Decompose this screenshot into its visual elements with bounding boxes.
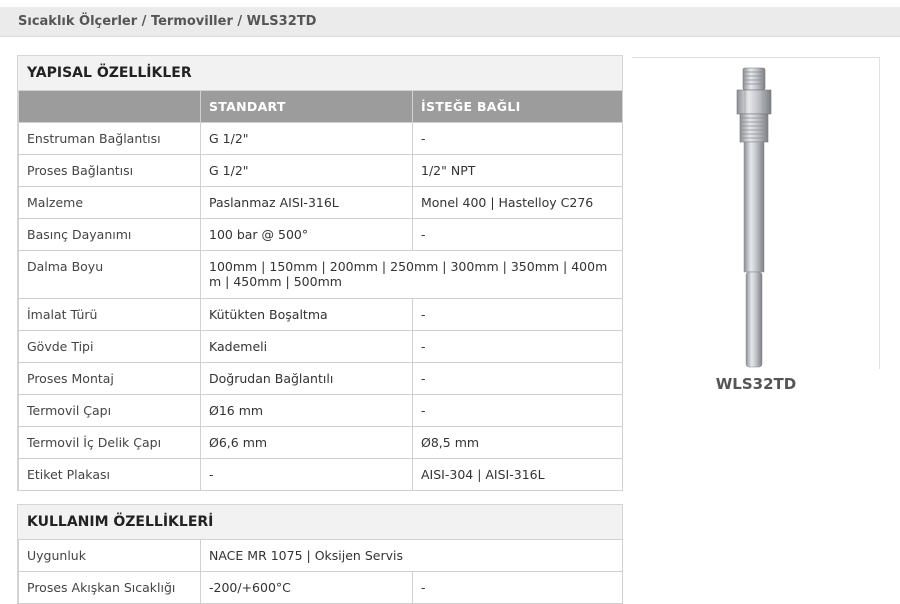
table-row: [19, 459, 623, 491]
row-standard: 100 bar @ 500°: [201, 219, 413, 251]
thermowell-image-icon[interactable]: [700, 66, 810, 371]
row-optional: -: [413, 363, 623, 395]
row-label: Enstruman Bağlantısı: [19, 123, 201, 155]
row-optional: 1/2" NPT: [413, 155, 623, 187]
structural-specs-table: [18, 90, 623, 491]
table-row: [19, 540, 623, 572]
row-label: Termovil İç Delik Çapı: [19, 427, 201, 459]
row-standard: 100mm | 150mm | 200mm | 250mm | 300mm | 350mm | 400mm | 450mm | 500mm: [201, 251, 623, 299]
row-standard: -: [201, 459, 413, 491]
row-label: Basınç Dayanımı: [19, 219, 201, 251]
row-optional: AISI-304 | AISI-316L: [413, 459, 623, 491]
row-standard: G 1/2": [201, 123, 413, 155]
table-header-row: [19, 91, 623, 123]
row-optional: Monel 400 | Hastelloy C276: [413, 187, 623, 219]
row-standard: -200/+600°C: [201, 572, 413, 604]
section-title: KULLANIM ÖZELLİKLERİ: [18, 505, 622, 539]
table-row: [19, 395, 623, 427]
row-label: Termovil Çapı: [19, 395, 201, 427]
row-label: Malzeme: [19, 187, 201, 219]
table-row: [19, 187, 623, 219]
row-optional: -: [413, 123, 623, 155]
table-row: [19, 363, 623, 395]
row-label: Proses Bağlantısı: [19, 155, 201, 187]
table-row: [19, 251, 623, 299]
row-optional: -: [413, 299, 623, 331]
row-label: Proses Akışkan Sıcaklığı: [19, 572, 201, 604]
table-row: [19, 219, 623, 251]
table-row: [19, 331, 623, 363]
usage-specs-table: [18, 539, 623, 604]
row-optional: -: [413, 572, 623, 604]
row-label: Proses Montaj: [19, 363, 201, 395]
table-row: [19, 572, 623, 604]
row-optional: Ø8,5 mm: [413, 427, 623, 459]
header-optional: İSTEĞE BAĞLI: [413, 91, 623, 123]
product-name: WLS32TD: [715, 375, 797, 393]
row-standard: Kütükten Boşaltma: [201, 299, 413, 331]
table-row: [19, 427, 623, 459]
row-standard: Ø6,6 mm: [201, 427, 413, 459]
row-standard: Doğrudan Bağlantılı: [201, 363, 413, 395]
table-row: [19, 123, 623, 155]
section-title: YAPISAL ÖZELLİKLER: [18, 56, 622, 90]
structural-specs-section: [17, 55, 623, 491]
row-optional: -: [413, 331, 623, 363]
row-label: Gövde Tipi: [19, 331, 201, 363]
row-optional: -: [413, 395, 623, 427]
row-standard: Kademeli: [201, 331, 413, 363]
table-row: [19, 299, 623, 331]
row-standard: Paslanmaz AISI-316L: [201, 187, 413, 219]
row-standard: Ø16 mm: [201, 395, 413, 427]
row-standard: NACE MR 1075 | Oksijen Servis: [201, 540, 623, 572]
row-optional: -: [413, 219, 623, 251]
row-standard: G 1/2": [201, 155, 413, 187]
table-row: [19, 155, 623, 187]
row-label: Uygunluk: [19, 540, 201, 572]
row-label: İmalat Türü: [19, 299, 201, 331]
usage-specs-section: [17, 504, 623, 604]
header-empty: [19, 91, 201, 123]
row-label: Dalma Boyu: [19, 251, 201, 299]
header-standard: STANDART: [201, 91, 413, 123]
breadcrumb: Sıcaklık Ölçerler / Termoviller / WLS32TD: [0, 7, 900, 37]
row-label: Etiket Plakası: [19, 459, 201, 491]
